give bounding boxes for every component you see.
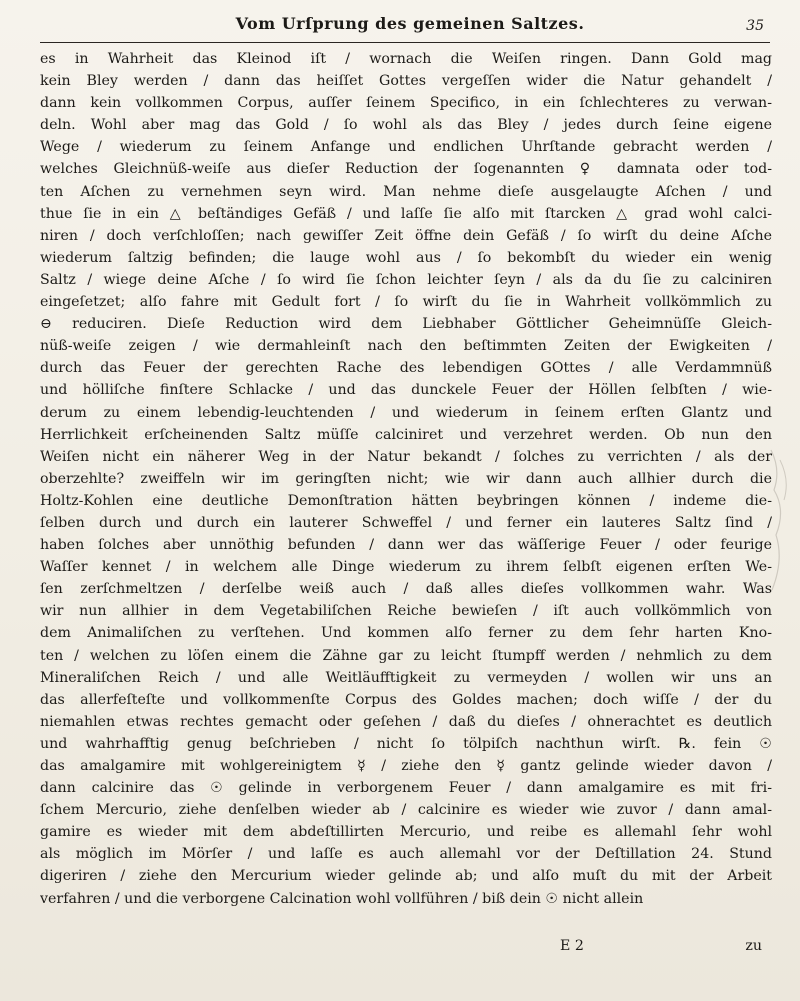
text-line: niemahlen etwas rechtes gemacht oder geſehen / daß du dieſes / ohnerachtet es deutlich [40, 713, 772, 730]
signature-mark: E 2 [560, 938, 584, 954]
text-line: kein Bley werden / dann das heiſſet Gottes vergeſſen wider die Natur gehandelt / [40, 73, 772, 90]
text-line: deln. Wohl aber mag das Gold / ſo wohl als das Bley / jedes durch ſeine eigene [40, 117, 772, 134]
text-line: ⊖ reduciren. Dieſe Reduction wird dem Liebhaber Göttlicher Geheimnüſſe Gleich- [40, 316, 772, 333]
text-line: und wahrhafftig genug beſchrieben / nicht ſo tölpiſch nachthun wirſt. ℞. fein ☉ [40, 735, 772, 752]
text-line: ten Aſchen zu vernehmen seyn wird. Man nehme dieſe ausgelaugte Aſchen / und [40, 183, 772, 200]
catchword: zu [745, 938, 762, 954]
text-line: Weiſen nicht ein näherer Weg in der Natur bekandt / ſolches zu verrichten / als der [40, 448, 772, 465]
text-line: dann calcinire das ☉ gelinde in verborgenem Feuer / dann amalgamire es mit fri- [40, 780, 772, 797]
running-title: Vom Urſprung des gemeinen Saltzes. [235, 14, 585, 33]
text-line: ſchem Mercurio, ziehe denſelben wieder ab / calcinire es wieder wie zuvor / dann amal- [40, 802, 772, 819]
page-footer [40, 938, 772, 962]
text-line: gamire es wieder mit dem abdeſtillirten Mercurio, und reibe es allemahl ſehr wohl [40, 824, 772, 841]
text-line: nüß-weiſe zeigen / wie dermahleinſt nach den beſtimmten Zeiten der Ewigkeiten / [40, 338, 772, 355]
text-line: thue ſie in ein △ beſtändiges Gefäß / und laſſe ſie alſo mit ſtarcken △ grad wohl calci- [40, 205, 772, 222]
text-line: ſelben durch und durch ein lauterer Schweffel / und ferner ein lauteres Saltz ſind / [40, 514, 772, 531]
page-header [40, 6, 770, 43]
text-line: oberzehlte? zweiffeln wir im geringſten nicht; wie wir dann auch allhier durch die [40, 470, 772, 487]
body-text [40, 48, 772, 910]
text-line: Holtz-Kohlen eine deutliche Demonſtration hätten beybringen können / indeme die- [40, 492, 772, 509]
text-line: eingeſetzet; alſo fahre mit Gedult fort / ſo wirſt du ſie in Wahrheit vollkömmlich zu [40, 294, 772, 311]
text-line: wiederum ſaltzig befinden; die lauge wohl aus / ſo bekombſt du wieder ein wenig [40, 249, 772, 266]
text-line: dann kein vollkommen Corpus, auſſer ſeinem Specifico, in ein ſchlechteres zu verwan- [40, 95, 772, 112]
text-line: verfahren / und die verborgene Calcination wohl vollführen / biß dein ☉ nicht allein [40, 890, 644, 907]
text-line: welches Gleichnüß-weiſe aus dieſer Reduction der ſogenannten ♀ damnata oder tod- [40, 161, 772, 178]
text-line: Herrlichkeit erſcheinenden Saltz müſſe calciniret und verzehret werden. Ob nun den [40, 426, 772, 443]
text-line: Saltz / wiege deine Aſche / ſo wird ſie ſchon leichter ſeyn / als da du ſie zu calciniren [40, 271, 772, 288]
text-line: digeriren / ziehe den Mercurium wieder gelinde ab; und alſo muſt du mit der Arbeit [40, 868, 772, 885]
text-line: derum zu einem lebendig-leuchtenden / und wiederum in ſeinem erſten Glantz und [40, 404, 772, 421]
text-line: Wege / wiederum zu ſeinem Anfange und endlichen Uhrſtande gebracht werden / [40, 139, 772, 156]
page-number: 35 [746, 18, 764, 34]
text-line: das amalgamire mit wohlgereinigtem ☿ / ziehe den ☿ gantz gelinde wieder davon / [40, 758, 772, 774]
text-line: Waſſer kennet / in welchem alle Dinge wiederum zu ihrem ſelbſt eigenen erſten We- [40, 559, 772, 576]
text-line: ſen zerſchmeltzen / derſelbe weiß auch / daß alles dieſes vollkommen wahr. Was [40, 581, 772, 598]
text-line: durch das Feuer der gerechten Rache des lebendigen GOttes / alle Verdammnüß [40, 360, 772, 377]
text-line: und hölliſche finſtere Schlacke / und das dunckele Feuer der Höllen ſelbſten / wie- [40, 382, 772, 399]
text-line: dem Animaliſchen zu verſtehen. Und kommen alſo ferner zu dem ſehr harten Kno- [40, 625, 772, 642]
text-line: niren / doch verſchloſſen; nach gewiſſer Zeit öffne dein Gefäß / ſo wirſt du deine Aſche [40, 227, 772, 244]
text-line: als möglich im Mörſer / und laſſe es auch allemahl vor der Deſtillation 24. Stund [40, 846, 772, 863]
text-line: das allerfeſteſte und vollkommenſte Corpus des Goldes machen; doch wiſſe / der du [40, 691, 772, 708]
text-line: haben ſolches aber unnöthig befunden / dann wer das wäſſerige Feuer / oder feurige [40, 537, 772, 554]
text-line: Mineraliſchen Reich / und alle Weitläufftigkeit zu vermeyden / wollen wir uns an [40, 669, 772, 686]
text-line: ten / welchen zu löſen einem die Zähne gar zu leicht ſtumpff werden / nehmlich zu dem [40, 647, 772, 664]
text-line: wir nun allhier in dem Vegetabiliſchen Reiche bewieſen / iſt auch vollkömmlich von [40, 603, 772, 620]
text-line: es in Wahrheit das Kleinod iſt / wornach die Weiſen ringen. Dann Gold mag [40, 51, 772, 67]
